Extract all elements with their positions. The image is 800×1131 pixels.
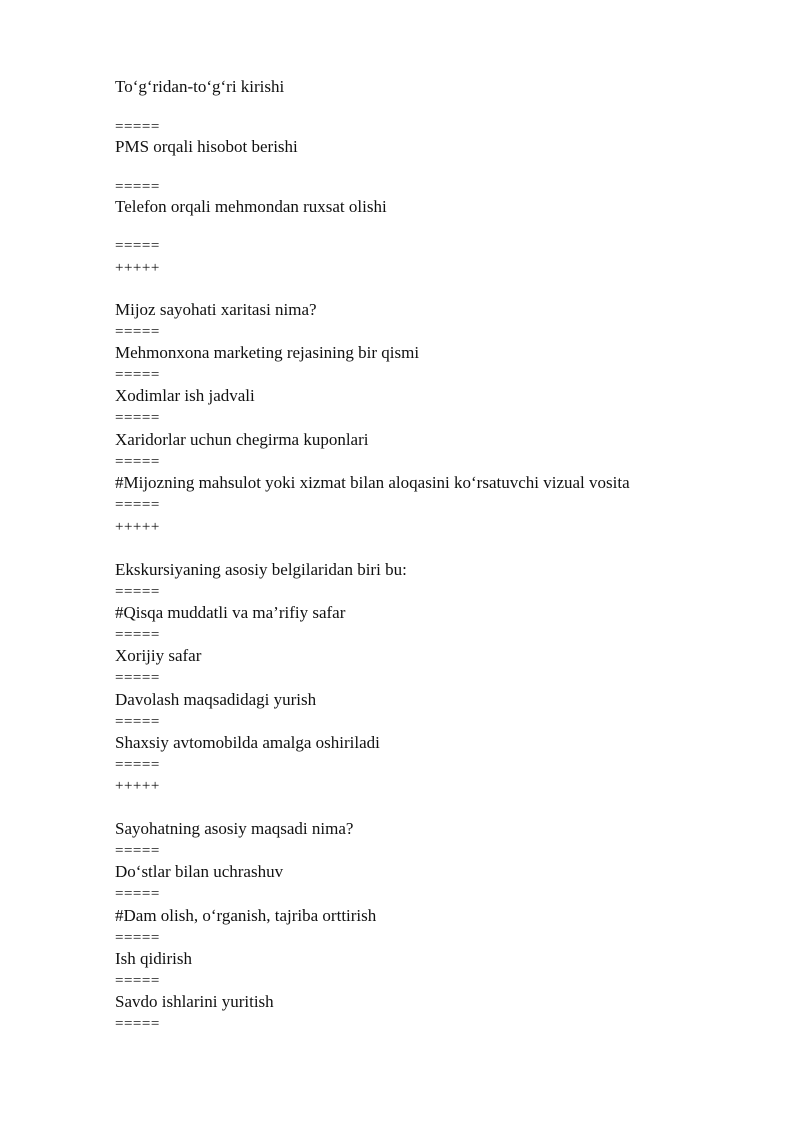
separator-line: ===== bbox=[115, 973, 160, 989]
separator-line: ===== bbox=[115, 179, 160, 195]
option-text: Do‘stlar bilan uchrashuv bbox=[115, 862, 284, 881]
separator-line: ===== bbox=[115, 930, 160, 946]
option-text: Mehmonxona marketing rejasining bir qismi bbox=[115, 343, 420, 362]
option-text: Xorijiy safar bbox=[115, 646, 202, 665]
correct-option-text: #Qisqa muddatli va ma’rifiy safar bbox=[115, 603, 346, 622]
option-text: Xaridorlar uchun chegirma kuponlari bbox=[115, 430, 369, 449]
question-separator: +++++ bbox=[115, 260, 160, 276]
option-text: Davolash maqsadidagi yurish bbox=[115, 690, 317, 709]
option-text: Shaxsiy avtomobilda amalga oshiriladi bbox=[115, 733, 380, 752]
question-text: Mijoz sayohati xaritasi nima? bbox=[115, 300, 317, 319]
separator-line: ===== bbox=[115, 324, 160, 340]
separator-line: ===== bbox=[115, 238, 160, 254]
separator-line: ===== bbox=[115, 670, 160, 686]
separator-line: ===== bbox=[115, 757, 160, 773]
separator-line: ===== bbox=[115, 627, 160, 643]
separator-line: ===== bbox=[115, 454, 160, 470]
separator-line: ===== bbox=[115, 119, 160, 135]
correct-option-text: #Dam olish, o‘rganish, tajriba orttirish bbox=[115, 906, 377, 925]
option-text: Ish qidirish bbox=[115, 949, 192, 968]
option-text: Xodimlar ish jadvali bbox=[115, 386, 255, 405]
text-line: PMS orqali hisobot berishi bbox=[115, 137, 298, 156]
question-text: Sayohatning asosiy maqsadi nima? bbox=[115, 819, 354, 838]
correct-option-text: #Mijozning mahsulot yoki xizmat bilan aloqasini ko‘rsatuvchi vizual vosita bbox=[115, 473, 630, 492]
question-text: Ekskursiyaning asosiy belgilaridan biri bu: bbox=[115, 560, 407, 579]
separator-line: ===== bbox=[115, 843, 160, 859]
separator-line: ===== bbox=[115, 497, 160, 513]
separator-line: ===== bbox=[115, 886, 160, 902]
text-line: To‘g‘ridan-to‘g‘ri kirishi bbox=[115, 77, 285, 96]
question-separator: +++++ bbox=[115, 778, 160, 794]
separator-line: ===== bbox=[115, 584, 160, 600]
separator-line: ===== bbox=[115, 714, 160, 730]
option-text: Savdo ishlarini yuritish bbox=[115, 992, 274, 1011]
separator-line: ===== bbox=[115, 410, 160, 426]
question-separator: +++++ bbox=[115, 519, 160, 535]
separator-line: ===== bbox=[115, 367, 160, 383]
separator-line: ===== bbox=[115, 1016, 160, 1032]
text-line: Telefon orqali mehmondan ruxsat olishi bbox=[115, 197, 387, 216]
